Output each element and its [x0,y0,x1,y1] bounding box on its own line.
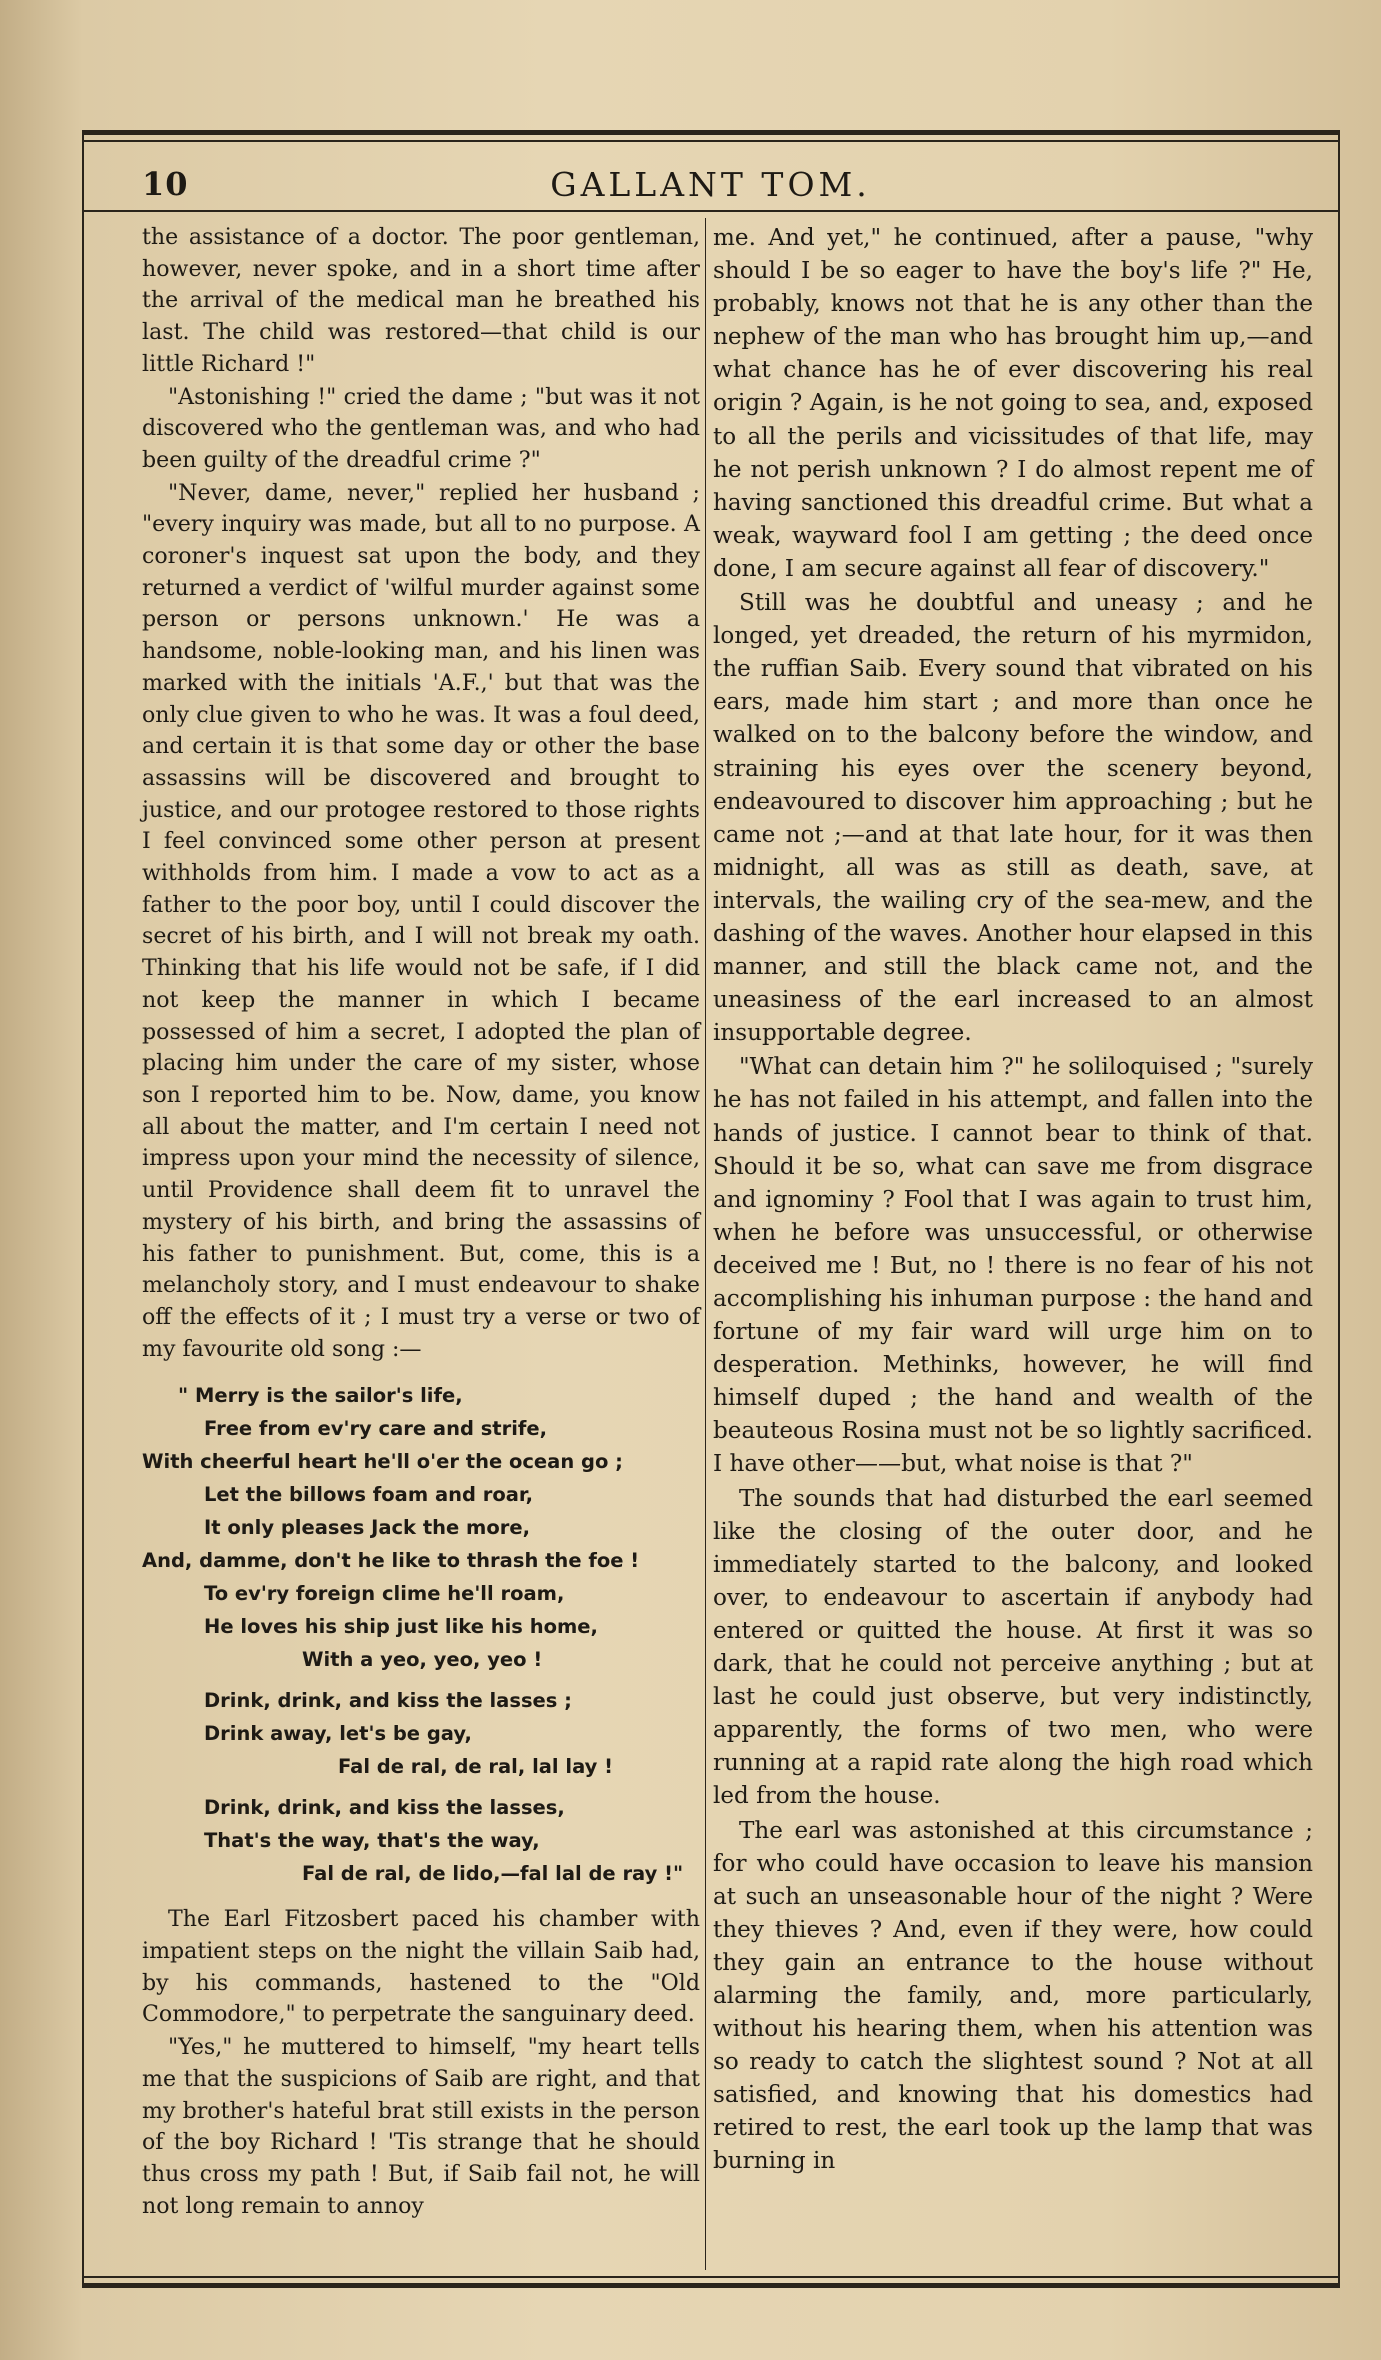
verse-line: It only pleases Jack the more, [204,1516,530,1540]
verse-line: Drink away, let's be gay, [204,1722,472,1746]
column-divider [705,218,706,2270]
paragraph: the assistance of a doctor. The poor gentleman, however, never spoke, and in a short time after the arrival of the medical man he breathed his last. The child was restored—that child is our little Richard !" [142,224,700,377]
paragraph: The sounds that had disturbed the earl seemed like the closing of the outer door, and he immediately started to the balcony, and looked over, to endeavour to ascertain if anybody had entered or quitted the house. At first it was so dark, that he could not perceive anything ; but at last he could just observe, but very indistinctly, apparently, the forms of two men, who were running at a rapid rate along the high road which led from the house. [713,1485,1313,1810]
verse-line: With cheerful heart he'll o'er the ocean go ; [142,1450,623,1474]
verse-stanza [142,1791,700,1890]
frame-left-rule [82,130,84,2288]
verse-line: To ev'ry foreign clime he'll roam, [204,1582,565,1606]
paragraph: Still was he doubtful and uneasy ; and he longed, yet dreaded, the return of his myrmidon, the ruffian Saib. Every sound that vibrated on his ears, made him start ; and more than once he walked on to the balcony before the window, and straining his eyes over the scenery beyond, endeavoured to discover him approaching ; but he came not ;—and at that late hour, for it was then midnight, all was as still as death, save, at intervals, the wailing cry of the sea-mew, and the dashing of the waves. Another hour elapsed in this manner, and still the black came not, and the uneasiness of the earl increased to an almost insupportable degree. [713,590,1313,1047]
verse-line: And, damme, don't he like to thrash the foe ! [142,1549,640,1573]
verse-line: Drink, drink, and kiss the lasses ; [204,1689,572,1713]
verse-stanza [142,1379,700,1676]
top-double-rule-thin [82,140,1340,142]
paragraph: "What can detain him ?" he soliloquised ; "surely he has not failed in his attempt, and fallen into the hands of justice. I cannot bear to think of that. Should it be so, what can save me from disgrace and ignominy ? Fool that I was again to trust him, when he before was unsuccessful, or otherwise deceived me ! But, no ! there is no fear of his not accomplishing his inhuman purpose : the hand and fortune of my fair ward will urge him on to desperation. Methinks, however, he will find himself duped ; the hand and wealth of the beauteous Rosina must not be so lightly sacrificed. I have other——but, what noise is that ?" [713,1054,1313,1478]
verse-line: With a yeo, yeo, yeo ! [302,1648,543,1672]
frame-right-rule [1338,130,1340,2288]
top-double-rule-thick [82,130,1340,135]
header-rule [82,210,1340,212]
paragraph: "Never, dame, never," replied her husband ; "every inquiry was made, but all to no purpose. A coroner's inquest sat upon the body, and they returned a verdict of 'wilful murder against some person or persons unknown.' He was a handsome, noble-looking man, and his linen was marked with the initials 'A.F.,' but that was the only clue given to who he was. It was a foul deed, and certain it is that some day or other the base assassins will be discovered and brought to justice, and our protogee restored to those rights I feel convinced some other person at present withholds from him. I made a vow to act as a father to the poor boy, until I could discover the secret of his birth, and I will not break my oath. Thinking that his life would not be safe, if I did not keep the manner in which I became possessed of him a secret, I adopted the plan of placing him under the care of my sister, whose son I reported him to be. Now, dame, you know all about the matter, and I'm certain I need not impress upon your mind the necessity of silence, until Providence shall deem fit to unravel the mystery of his birth, and bring the assassins of his father to punishment. But, come, this is a melancholy story, and I must endeavour to shake off the effects of it ; I must try a verse or two of my favourite old song :— [142,479,700,1362]
left-column [142,222,700,2222]
right-column [713,222,1313,2179]
paragraph: The Earl Fitzosbert paced his chamber with impatient steps on the night the villain Saib had, by his commands, hastened to the "Old Commodore," to perpetrate the sanguinary deed. [142,1906,700,2028]
paragraph: "Astonishing !" cried the dame ; "but was it not discovered who the gentleman was, and who had been guilty of the dreadful crime ?" [142,383,700,473]
bottom-double-rule-thin [82,2276,1340,2278]
verse-line: Fal de ral, de ral, lal lay ! [338,1755,614,1779]
verse-line: " Merry is the sailor's life, [178,1384,463,1408]
running-title: GALLANT TOM. [550,165,871,204]
song-verse [142,1379,700,1890]
paragraph: me. And yet," he continued, after a pause, "why should I be so eager to have the boy's life ?" He, probably, knows not that he is any other than the nephew of the man who has brought him up,—and what chance has he of ever discovering his real origin ? Again, is he not going to sea, and, exposed to all the perils and vicissitudes of that life, may he not perish unknown ? I do almost repent me of having sanctioned this dreadful crime. But what a weak, wayward fool I am getting ; the deed once done, I am secure against all fear of discovery." [713,225,1313,582]
verse-line: That's the way, that's the way, [204,1829,540,1853]
verse-line: Fal de ral, de lido,—fal lal de ray !" [302,1862,684,1886]
verse-stanza [142,1684,700,1783]
verse-line: Let the billows foam and roar, [204,1483,534,1507]
verse-line: Free from ev'ry care and strife, [204,1417,548,1441]
paragraph: The earl was astonished at this circumstance ; for who could have occasion to leave his mansion at such an unseasonable hour of the night ? Were they thieves ? And, even if they were, how could they gain an entrance to the house without alarming the family, and, more particularly, without his hearing them, when his attention was so ready to catch the slightest sound ? Not at all satisfied, and knowing that his domestics had retired to rest, the earl took up the lamp that was burning in [713,1817,1313,2175]
page-number: 10 [142,165,189,203]
bottom-double-rule-thick [82,2283,1340,2288]
paragraph: "Yes," he muttered to himself, "my heart tells me that the suspicions of Saib are right, and that my brother's hateful brat still exists in the person of the boy Richard ! 'Tis strange that he should thus cross my path ! But, if Saib fail not, he will not long remain to annoy [142,2034,700,2219]
verse-line: He loves his ship just like his home, [204,1615,598,1639]
verse-line: Drink, drink, and kiss the lasses, [204,1796,565,1820]
